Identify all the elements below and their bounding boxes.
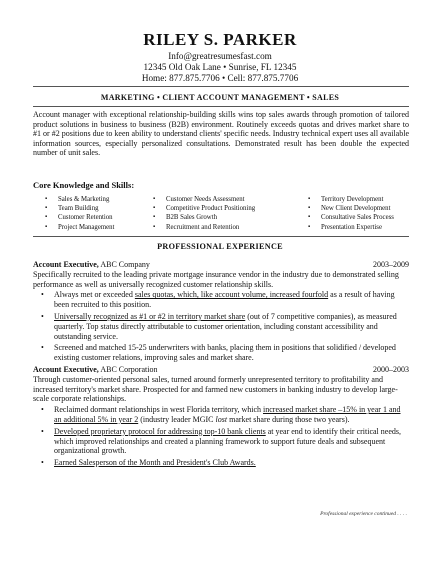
skill-item: ▪ Consultative Sales Process (308, 213, 425, 222)
job-entry (33, 260, 409, 365)
job-title: Account Executive, (33, 365, 99, 374)
skill-item: ▪ New Client Development (308, 204, 425, 213)
job-bullet: • Reclaimed dormant relationships in west Florida territory, which increased market share –15% in year 1 and an additional 5% in year 2 (industry leader MGIC lost market share during those two years). (33, 405, 409, 425)
contact-address: 12345 Old Oak Lane • Sunrise, FL 12345 (143, 62, 297, 72)
skills-title: Core Knowledge and Skills: (33, 180, 135, 190)
skills-column (153, 195, 308, 232)
experience-title: PROFESSIONAL EXPERIENCE (157, 242, 283, 251)
contact-phones: Home: 877.875.7706 • Cell: 877.875.7706 (141, 73, 299, 83)
skill-item: ▪ B2B Sales Growth (153, 213, 308, 222)
job-bullet: • Always met or exceeded sales quotas, which, like account volume, increased fourfold as a result of having been recruited to this position. (33, 290, 409, 310)
summary-paragraph: Account manager with exceptional relationship-building skills wins top sales awards through promotion of tailored product solutions in business to business (B2B) environment. Routinely exceeds quotas and drives market share to #1 or #2 positions due to keen ability to understand clients' specific needs. Industry technical expert uses all available information sources, especially personalized consultations. Demonstrated result has been double the expected number of unit sales. (33, 110, 409, 158)
job-company: ABC Corporation (100, 365, 158, 374)
skills-column (45, 195, 153, 232)
headline: MARKETING • CLIENT ACCOUNT MANAGEMENT • SALES (100, 93, 340, 102)
job-bullet: • Earned Salesperson of the Month and President's Club Awards. (33, 458, 409, 468)
job-bullets (33, 290, 409, 363)
job-company: ABC Company (100, 260, 150, 269)
job-dates: 2000–2003 (373, 365, 409, 374)
job-description: Specifically recruited to the leading private mortgage insurance vendor in the industry due to demonstrated selling performance as well as universally recognized customer relationship skills. (33, 269, 399, 289)
job-bullet: • Universally recognized as #1 or #2 in territory market share (out of 7 competitive companies), as measured quarterly. Top status directly attributable to customer orientation, including constant accessibility and outstanding service. (33, 312, 409, 341)
continued-note: Professional experience continued . . . . (320, 511, 407, 517)
job-header (33, 260, 409, 270)
skill-item: ▪ Customer Retention (45, 213, 153, 222)
skill-item: ▪ Team Building (45, 204, 153, 213)
skill-item: ▪ Project Management (45, 223, 153, 232)
job-title: Account Executive, (33, 260, 99, 269)
contact-email[interactable]: Info@greatresumesfast.com (168, 51, 272, 61)
section-divider (33, 236, 409, 237)
candidate-name: RILEY S. PARKER (143, 30, 297, 49)
skill-item: ▪ Customer Needs Assessment (153, 195, 308, 204)
skill-item: ▪ Sales & Marketing (45, 195, 153, 204)
job-header (33, 365, 409, 375)
skills-list (45, 195, 425, 232)
job-bullet: • Screened and matched 15-25 underwriters with banks, placing them in positions that solidified / developed existing customer relations, improving sales and market share. (33, 343, 409, 363)
skill-item: ▪ Territory Development (308, 195, 425, 204)
contact-block (0, 51, 440, 84)
skill-item: ▪ Presentation Expertise (308, 223, 425, 232)
skill-item: ▪ Competitive Product Positioning (153, 204, 308, 213)
job-bullets (33, 405, 409, 468)
job-bullet: • Developed proprietary protocol for addressing top-10 bank clients at year end to identify their critical needs, which improved relationships and created a planning framework to support future deals and subsequent organizational growth. (33, 427, 409, 456)
header-divider-top (33, 86, 409, 87)
job-entry (33, 365, 409, 470)
skills-column (308, 195, 425, 232)
job-dates: 2003–2009 (373, 260, 409, 269)
job-description: Through customer-oriented personal sales, turned around formerly unrepresented territory to profitability and increased territory's market share. Prospected for and farmed new customers in banking industry to develop large-scale corporate relationships. (33, 374, 398, 404)
header-divider-bottom (33, 106, 409, 107)
skill-item: ▪ Recruitment and Retention (153, 223, 308, 232)
